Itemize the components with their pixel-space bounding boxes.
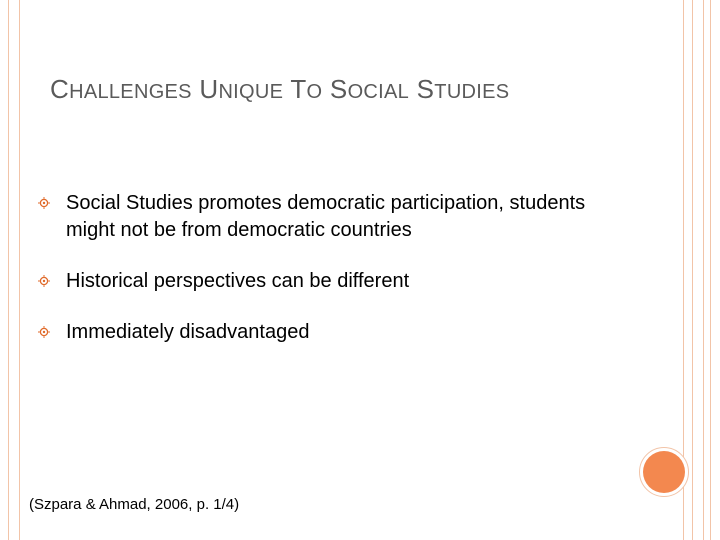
citation: (Szpara & Ahmad, 2006, p. 1/4)	[29, 496, 240, 513]
sun-bullet-icon	[38, 326, 50, 338]
bullet-text: Historical perspectives can be different	[66, 270, 410, 292]
right-frame-line	[703, 0, 704, 540]
bullet-item	[38, 190, 638, 244]
bullet-item	[38, 319, 638, 346]
bullet-list	[38, 190, 638, 346]
right-frame-line	[692, 0, 693, 540]
bullet-text: Social Studies promotes democratic participation, students might not be from democratic countries	[66, 192, 586, 241]
sun-bullet-icon	[38, 275, 50, 287]
slide-title: CHALLENGES UNIQUE TO SOCIAL STUDIES	[50, 74, 510, 104]
bullet-text: Immediately disadvantaged	[66, 321, 310, 343]
circle-ornament-icon	[643, 451, 685, 493]
bullet-item	[38, 268, 638, 295]
left-frame-decoration	[8, 0, 20, 540]
right-frame-line	[710, 0, 711, 540]
sun-bullet-icon	[38, 197, 50, 209]
